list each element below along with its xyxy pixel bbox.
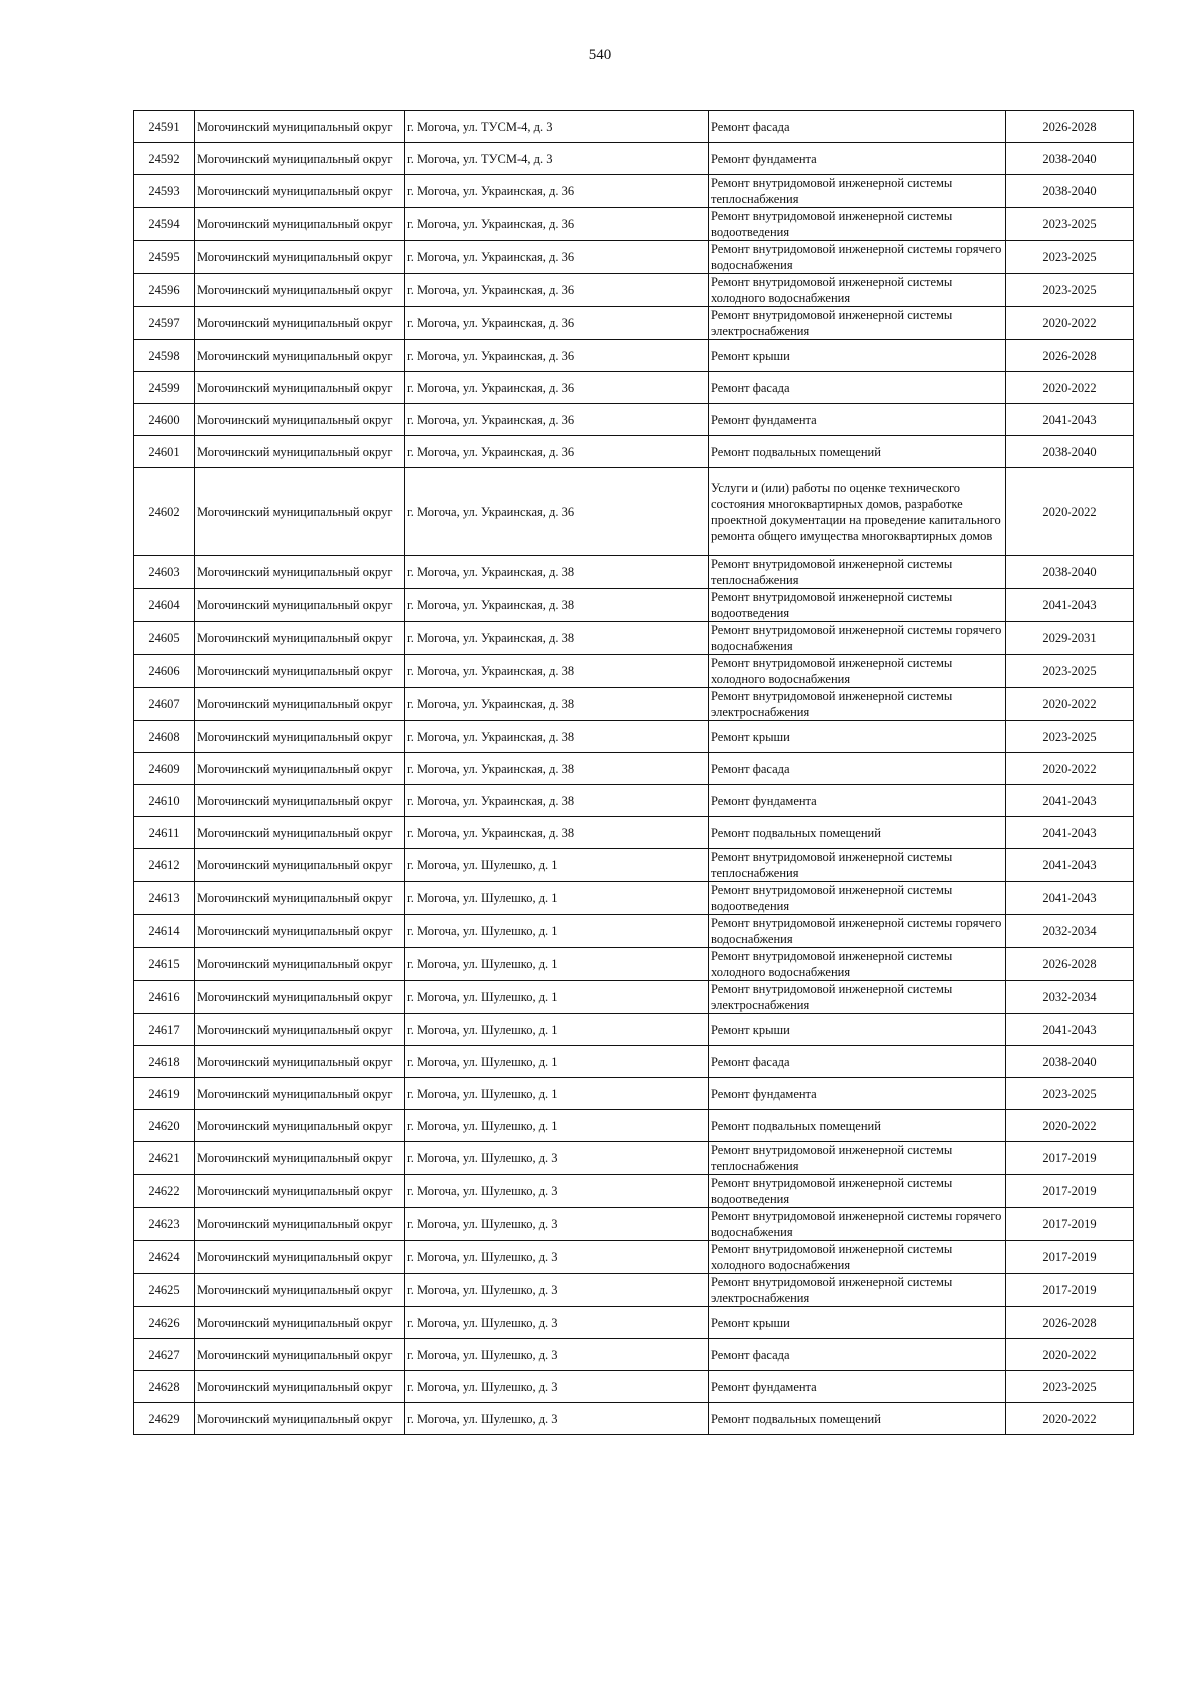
municipality-cell: Могочинский муниципальный округ <box>195 1307 405 1339</box>
table-row <box>134 1078 1134 1110</box>
period-cell: 2023-2025 <box>1006 241 1134 274</box>
address-cell: г. Могоча, ул. Шулешко, д. 1 <box>405 849 709 882</box>
table-row <box>134 1274 1134 1307</box>
row-number: 24605 <box>134 622 195 655</box>
address-cell: г. Могоча, ул. Украинская, д. 38 <box>405 655 709 688</box>
municipality-cell: Могочинский муниципальный округ <box>195 622 405 655</box>
period-cell: 2023-2025 <box>1006 1371 1134 1403</box>
address-cell: г. Могоча, ул. Шулешко, д. 3 <box>405 1175 709 1208</box>
municipality-cell: Могочинский муниципальный округ <box>195 1175 405 1208</box>
address-cell: г. Могоча, ул. Шулешко, д. 3 <box>405 1274 709 1307</box>
work-type-cell: Ремонт внутридомовой инженерной системы теплоснабжения <box>709 849 1006 882</box>
address-cell: г. Могоча, ул. Украинская, д. 36 <box>405 372 709 404</box>
period-cell: 2017-2019 <box>1006 1274 1134 1307</box>
work-type-cell: Ремонт внутридомовой инженерной системы горячего водоснабжения <box>709 915 1006 948</box>
row-number: 24613 <box>134 882 195 915</box>
table-row <box>134 1371 1134 1403</box>
row-number: 24626 <box>134 1307 195 1339</box>
table-row <box>134 1014 1134 1046</box>
municipality-cell: Могочинский муниципальный округ <box>195 753 405 785</box>
period-cell: 2041-2043 <box>1006 849 1134 882</box>
work-type-cell: Услуги и (или) работы по оценке технического состояния многоквартирных домов, разработке проектной документации на проведение капитального ремонта общего имущества многоквартирных домов <box>709 468 1006 556</box>
period-cell: 2020-2022 <box>1006 688 1134 721</box>
row-number: 24621 <box>134 1142 195 1175</box>
municipality-cell: Могочинский муниципальный округ <box>195 849 405 882</box>
table-row <box>134 241 1134 274</box>
period-cell: 2041-2043 <box>1006 1014 1134 1046</box>
period-cell: 2023-2025 <box>1006 274 1134 307</box>
period-cell: 2020-2022 <box>1006 372 1134 404</box>
work-type-cell: Ремонт фундамента <box>709 785 1006 817</box>
work-type-cell: Ремонт подвальных помещений <box>709 1110 1006 1142</box>
row-number: 24624 <box>134 1241 195 1274</box>
work-type-cell: Ремонт подвальных помещений <box>709 817 1006 849</box>
municipality-cell: Могочинский муниципальный округ <box>195 1014 405 1046</box>
table-row <box>134 589 1134 622</box>
work-type-cell: Ремонт крыши <box>709 721 1006 753</box>
table-row <box>134 1175 1134 1208</box>
address-cell: г. Могоча, ул. Шулешко, д. 3 <box>405 1371 709 1403</box>
period-cell: 2026-2028 <box>1006 1307 1134 1339</box>
page-number: 540 <box>588 47 612 63</box>
row-number: 24619 <box>134 1078 195 1110</box>
municipality-cell: Могочинский муниципальный округ <box>195 274 405 307</box>
address-cell: г. Могоча, ул. Украинская, д. 36 <box>405 175 709 208</box>
work-type-cell: Ремонт внутридомовой инженерной системы электроснабжения <box>709 688 1006 721</box>
period-cell: 2020-2022 <box>1006 753 1134 785</box>
period-cell: 2026-2028 <box>1006 948 1134 981</box>
work-type-cell: Ремонт внутридомовой инженерной системы электроснабжения <box>709 981 1006 1014</box>
work-type-cell: Ремонт внутридомовой инженерной системы теплоснабжения <box>709 1142 1006 1175</box>
table-row <box>134 208 1134 241</box>
municipality-cell: Могочинский муниципальный округ <box>195 468 405 556</box>
municipality-cell: Могочинский муниципальный округ <box>195 1078 405 1110</box>
row-number: 24609 <box>134 753 195 785</box>
address-cell: г. Могоча, ул. ТУСМ-4, д. 3 <box>405 143 709 175</box>
period-cell: 2032-2034 <box>1006 915 1134 948</box>
period-cell: 2023-2025 <box>1006 721 1134 753</box>
municipality-cell: Могочинский муниципальный округ <box>195 1142 405 1175</box>
municipality-cell: Могочинский муниципальный округ <box>195 981 405 1014</box>
address-cell: г. Могоча, ул. Украинская, д. 38 <box>405 556 709 589</box>
work-type-cell: Ремонт крыши <box>709 340 1006 372</box>
period-cell: 2041-2043 <box>1006 817 1134 849</box>
row-number: 24599 <box>134 372 195 404</box>
row-number: 24597 <box>134 307 195 340</box>
period-cell: 2041-2043 <box>1006 785 1134 817</box>
address-cell: г. Могоча, ул. Украинская, д. 38 <box>405 589 709 622</box>
municipality-cell: Могочинский муниципальный округ <box>195 817 405 849</box>
table-row <box>134 915 1134 948</box>
period-cell: 2017-2019 <box>1006 1241 1134 1274</box>
work-type-cell: Ремонт внутридомовой инженерной системы холодного водоснабжения <box>709 274 1006 307</box>
table-row <box>134 981 1134 1014</box>
address-cell: г. Могоча, ул. Украинская, д. 36 <box>405 404 709 436</box>
address-cell: г. Могоча, ул. Украинская, д. 38 <box>405 721 709 753</box>
row-number: 24612 <box>134 849 195 882</box>
address-cell: г. Могоча, ул. Шулешко, д. 1 <box>405 1110 709 1142</box>
work-type-cell: Ремонт внутридомовой инженерной системы горячего водоснабжения <box>709 622 1006 655</box>
table-row <box>134 436 1134 468</box>
municipality-cell: Могочинский муниципальный округ <box>195 655 405 688</box>
table-row <box>134 1208 1134 1241</box>
address-cell: г. Могоча, ул. Шулешко, д. 1 <box>405 948 709 981</box>
table-row <box>134 175 1134 208</box>
municipality-cell: Могочинский муниципальный округ <box>195 589 405 622</box>
municipality-cell: Могочинский муниципальный округ <box>195 688 405 721</box>
table-row <box>134 882 1134 915</box>
table-row <box>134 817 1134 849</box>
row-number: 24615 <box>134 948 195 981</box>
work-type-cell: Ремонт внутридомовой инженерной системы горячего водоснабжения <box>709 241 1006 274</box>
row-number: 24595 <box>134 241 195 274</box>
row-number: 24593 <box>134 175 195 208</box>
work-type-cell: Ремонт фасада <box>709 111 1006 143</box>
row-number: 24616 <box>134 981 195 1014</box>
row-number: 24604 <box>134 589 195 622</box>
row-number: 24592 <box>134 143 195 175</box>
row-number: 24625 <box>134 1274 195 1307</box>
address-cell: г. Могоча, ул. Шулешко, д. 1 <box>405 981 709 1014</box>
work-type-cell: Ремонт фасада <box>709 372 1006 404</box>
row-number: 24627 <box>134 1339 195 1371</box>
work-type-cell: Ремонт фасада <box>709 753 1006 785</box>
table-row <box>134 372 1134 404</box>
period-cell: 2023-2025 <box>1006 208 1134 241</box>
table-row <box>134 1142 1134 1175</box>
work-type-cell: Ремонт фундамента <box>709 404 1006 436</box>
work-type-cell: Ремонт фундамента <box>709 1078 1006 1110</box>
row-number: 24600 <box>134 404 195 436</box>
period-cell: 2026-2028 <box>1006 340 1134 372</box>
table-row <box>134 468 1134 556</box>
municipality-cell: Могочинский муниципальный округ <box>195 241 405 274</box>
row-number: 24591 <box>134 111 195 143</box>
row-number: 24629 <box>134 1403 195 1435</box>
table-row <box>134 849 1134 882</box>
period-cell: 2041-2043 <box>1006 404 1134 436</box>
table-row <box>134 688 1134 721</box>
address-cell: г. Могоча, ул. Украинская, д. 38 <box>405 622 709 655</box>
municipality-cell: Могочинский муниципальный округ <box>195 948 405 981</box>
address-cell: г. Могоча, ул. Украинская, д. 38 <box>405 688 709 721</box>
municipality-cell: Могочинский муниципальный округ <box>195 1046 405 1078</box>
address-cell: г. Могоча, ул. Украинская, д. 36 <box>405 307 709 340</box>
municipality-cell: Могочинский муниципальный округ <box>195 882 405 915</box>
work-type-cell: Ремонт внутридомовой инженерной системы электроснабжения <box>709 307 1006 340</box>
table-row <box>134 785 1134 817</box>
municipality-cell: Могочинский муниципальный округ <box>195 721 405 753</box>
table-row <box>134 721 1134 753</box>
address-cell: г. Могоча, ул. Украинская, д. 36 <box>405 340 709 372</box>
period-cell: 2026-2028 <box>1006 111 1134 143</box>
municipality-cell: Могочинский муниципальный округ <box>195 785 405 817</box>
row-number: 24628 <box>134 1371 195 1403</box>
row-number: 24608 <box>134 721 195 753</box>
period-cell: 2023-2025 <box>1006 1078 1134 1110</box>
municipality-cell: Могочинский муниципальный округ <box>195 1371 405 1403</box>
period-cell: 2020-2022 <box>1006 1403 1134 1435</box>
municipality-cell: Могочинский муниципальный округ <box>195 340 405 372</box>
address-cell: г. Могоча, ул. ТУСМ-4, д. 3 <box>405 111 709 143</box>
municipality-cell: Могочинский муниципальный округ <box>195 372 405 404</box>
work-type-cell: Ремонт внутридомовой инженерной системы водоотведения <box>709 1175 1006 1208</box>
table-row <box>134 143 1134 175</box>
address-cell: г. Могоча, ул. Шулешко, д. 1 <box>405 915 709 948</box>
work-type-cell: Ремонт внутридомовой инженерной системы теплоснабжения <box>709 175 1006 208</box>
table-row <box>134 948 1134 981</box>
address-cell: г. Могоча, ул. Шулешко, д. 3 <box>405 1339 709 1371</box>
period-cell: 2020-2022 <box>1006 468 1134 556</box>
work-type-cell: Ремонт фундамента <box>709 1371 1006 1403</box>
work-type-cell: Ремонт внутридомовой инженерной системы холодного водоснабжения <box>709 655 1006 688</box>
work-type-cell: Ремонт фундамента <box>709 143 1006 175</box>
address-cell: г. Могоча, ул. Украинская, д. 36 <box>405 468 709 556</box>
municipality-cell: Могочинский муниципальный округ <box>195 143 405 175</box>
row-number: 24602 <box>134 468 195 556</box>
municipality-cell: Могочинский муниципальный округ <box>195 1274 405 1307</box>
work-type-cell: Ремонт подвальных помещений <box>709 436 1006 468</box>
municipality-cell: Могочинский муниципальный округ <box>195 436 405 468</box>
municipality-cell: Могочинский муниципальный округ <box>195 175 405 208</box>
work-type-cell: Ремонт внутридомовой инженерной системы электроснабжения <box>709 1274 1006 1307</box>
period-cell: 2041-2043 <box>1006 882 1134 915</box>
work-type-cell: Ремонт внутридомовой инженерной системы водоотведения <box>709 208 1006 241</box>
row-number: 24614 <box>134 915 195 948</box>
address-cell: г. Могоча, ул. Шулешко, д. 1 <box>405 882 709 915</box>
work-type-cell: Ремонт крыши <box>709 1014 1006 1046</box>
work-type-cell: Ремонт внутридомовой инженерной системы горячего водоснабжения <box>709 1208 1006 1241</box>
work-type-cell: Ремонт внутридомовой инженерной системы водоотведения <box>709 589 1006 622</box>
address-cell: г. Могоча, ул. Украинская, д. 36 <box>405 436 709 468</box>
municipality-cell: Могочинский муниципальный округ <box>195 915 405 948</box>
table-row <box>134 307 1134 340</box>
table-row <box>134 1241 1134 1274</box>
municipality-cell: Могочинский муниципальный округ <box>195 1339 405 1371</box>
period-cell: 2038-2040 <box>1006 1046 1134 1078</box>
period-cell: 2038-2040 <box>1006 175 1134 208</box>
work-type-cell: Ремонт подвальных помещений <box>709 1403 1006 1435</box>
capital-repair-table <box>133 110 1134 1435</box>
table-row <box>134 556 1134 589</box>
municipality-cell: Могочинский муниципальный округ <box>195 111 405 143</box>
municipality-cell: Могочинский муниципальный округ <box>195 1241 405 1274</box>
period-cell: 2038-2040 <box>1006 556 1134 589</box>
address-cell: г. Могоча, ул. Шулешко, д. 3 <box>405 1142 709 1175</box>
address-cell: г. Могоча, ул. Шулешко, д. 3 <box>405 1241 709 1274</box>
row-number: 24620 <box>134 1110 195 1142</box>
municipality-cell: Могочинский муниципальный округ <box>195 1403 405 1435</box>
address-cell: г. Могоча, ул. Украинская, д. 36 <box>405 241 709 274</box>
period-cell: 2017-2019 <box>1006 1142 1134 1175</box>
period-cell: 2038-2040 <box>1006 143 1134 175</box>
table-row <box>134 1339 1134 1371</box>
table-row <box>134 404 1134 436</box>
period-cell: 2041-2043 <box>1006 589 1134 622</box>
row-number: 24623 <box>134 1208 195 1241</box>
work-type-cell: Ремонт крыши <box>709 1307 1006 1339</box>
table-row <box>134 1403 1134 1435</box>
row-number: 24617 <box>134 1014 195 1046</box>
period-cell: 2032-2034 <box>1006 981 1134 1014</box>
row-number: 24598 <box>134 340 195 372</box>
table-row <box>134 111 1134 143</box>
municipality-cell: Могочинский муниципальный округ <box>195 208 405 241</box>
work-type-cell: Ремонт фасада <box>709 1046 1006 1078</box>
municipality-cell: Могочинский муниципальный округ <box>195 307 405 340</box>
row-number: 24603 <box>134 556 195 589</box>
period-cell: 2038-2040 <box>1006 436 1134 468</box>
address-cell: г. Могоча, ул. Украинская, д. 38 <box>405 817 709 849</box>
table-row <box>134 655 1134 688</box>
table-row <box>134 622 1134 655</box>
row-number: 24607 <box>134 688 195 721</box>
work-type-cell: Ремонт внутридомовой инженерной системы холодного водоснабжения <box>709 1241 1006 1274</box>
row-number: 24610 <box>134 785 195 817</box>
row-number: 24594 <box>134 208 195 241</box>
address-cell: г. Могоча, ул. Шулешко, д. 3 <box>405 1208 709 1241</box>
municipality-cell: Могочинский муниципальный округ <box>195 404 405 436</box>
row-number: 24601 <box>134 436 195 468</box>
period-cell: 2020-2022 <box>1006 1110 1134 1142</box>
municipality-cell: Могочинский муниципальный округ <box>195 1110 405 1142</box>
address-cell: г. Могоча, ул. Шулешко, д. 1 <box>405 1014 709 1046</box>
municipality-cell: Могочинский муниципальный округ <box>195 1208 405 1241</box>
address-cell: г. Могоча, ул. Шулешко, д. 3 <box>405 1307 709 1339</box>
table-body <box>134 111 1134 1435</box>
address-cell: г. Могоча, ул. Шулешко, д. 1 <box>405 1078 709 1110</box>
row-number: 24622 <box>134 1175 195 1208</box>
address-cell: г. Могоча, ул. Шулешко, д. 3 <box>405 1403 709 1435</box>
work-type-cell: Ремонт внутридомовой инженерной системы холодного водоснабжения <box>709 948 1006 981</box>
table-row <box>134 340 1134 372</box>
address-cell: г. Могоча, ул. Украинская, д. 38 <box>405 785 709 817</box>
table-row <box>134 1110 1134 1142</box>
row-number: 24606 <box>134 655 195 688</box>
period-cell: 2029-2031 <box>1006 622 1134 655</box>
period-cell: 2017-2019 <box>1006 1208 1134 1241</box>
address-cell: г. Могоча, ул. Украинская, д. 36 <box>405 208 709 241</box>
period-cell: 2020-2022 <box>1006 1339 1134 1371</box>
period-cell: 2023-2025 <box>1006 655 1134 688</box>
row-number: 24611 <box>134 817 195 849</box>
address-cell: г. Могоча, ул. Украинская, д. 36 <box>405 274 709 307</box>
address-cell: г. Могоча, ул. Шулешко, д. 1 <box>405 1046 709 1078</box>
work-type-cell: Ремонт фасада <box>709 1339 1006 1371</box>
municipality-cell: Могочинский муниципальный округ <box>195 556 405 589</box>
table-row <box>134 274 1134 307</box>
address-cell: г. Могоча, ул. Украинская, д. 38 <box>405 753 709 785</box>
period-cell: 2020-2022 <box>1006 307 1134 340</box>
table-row <box>134 753 1134 785</box>
work-type-cell: Ремонт внутридомовой инженерной системы теплоснабжения <box>709 556 1006 589</box>
period-cell: 2017-2019 <box>1006 1175 1134 1208</box>
table-row <box>134 1307 1134 1339</box>
row-number: 24596 <box>134 274 195 307</box>
work-type-cell: Ремонт внутридомовой инженерной системы водоотведения <box>709 882 1006 915</box>
table-row <box>134 1046 1134 1078</box>
row-number: 24618 <box>134 1046 195 1078</box>
